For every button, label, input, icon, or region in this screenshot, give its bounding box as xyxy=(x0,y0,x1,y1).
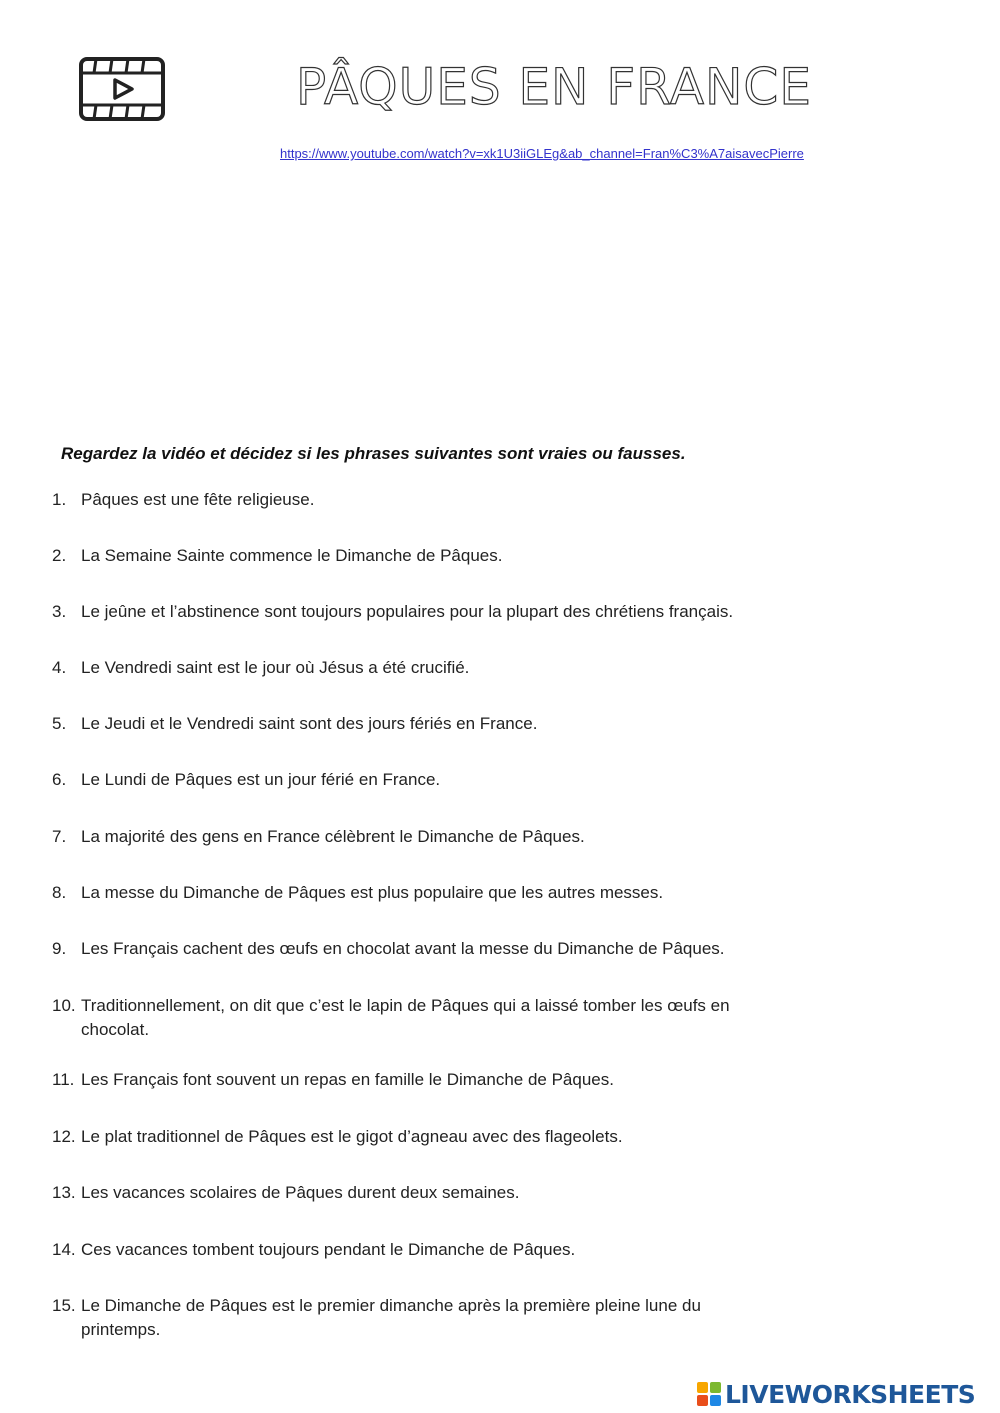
logo-square xyxy=(697,1395,708,1406)
page-title: PÂQUES EN FRANCE xyxy=(296,58,812,116)
question-text: Pâques est une fête religieuse. xyxy=(81,490,315,509)
question-item-8 xyxy=(52,881,812,905)
question-text: Ces vacances tombent toujours pendant le Dimanche de Pâques. xyxy=(81,1240,576,1259)
question-text: Les Français cachent des œufs en chocolat avant la messe du Dimanche de Pâques. xyxy=(81,939,725,958)
question-item-2 xyxy=(52,544,812,568)
video-play-icon xyxy=(78,56,166,122)
question-number: 11. xyxy=(52,1070,75,1089)
question-number: 9. xyxy=(52,939,67,958)
question-number: 14. xyxy=(52,1240,76,1259)
question-text: Le Jeudi et le Vendredi saint sont des jours fériés en France. xyxy=(81,714,538,733)
logo-text: LIVEWORKSHEETS xyxy=(725,1379,976,1409)
question-text: Le Lundi de Pâques est un jour férié en France. xyxy=(81,770,441,789)
instruction-text: Regardez la vidéo et décidez si les phrases suivantes sont vraies ou fausses. xyxy=(61,444,686,463)
logo-square xyxy=(710,1382,721,1393)
question-number: 13. xyxy=(52,1183,76,1202)
question-text: Le Vendredi saint est le jour où Jésus a été crucifié. xyxy=(81,658,470,677)
question-text: Les vacances scolaires de Pâques durent deux semaines. xyxy=(81,1183,520,1202)
question-item-1 xyxy=(52,488,812,512)
question-text: Les Français font souvent un repas en famille le Dimanche de Pâques. xyxy=(81,1070,614,1089)
question-item-14 xyxy=(52,1238,812,1262)
question-item-5 xyxy=(52,712,812,736)
question-text: La Semaine Sainte commence le Dimanche de Pâques. xyxy=(81,546,503,565)
question-number: 4. xyxy=(52,658,67,677)
question-item-11 xyxy=(52,1068,812,1092)
question-text: La messe du Dimanche de Pâques est plus populaire que les autres messes. xyxy=(81,883,664,902)
logo-square xyxy=(697,1382,708,1393)
question-number: 7. xyxy=(52,827,67,846)
question-number: 2. xyxy=(52,546,67,565)
question-item-6 xyxy=(52,768,812,792)
logo-grid-icon xyxy=(697,1382,721,1406)
video-link[interactable]: https://www.youtube.com/watch?v=xk1U3iiGLEg&ab_channel=Fran%C3%A7aisavecPierre xyxy=(280,146,804,161)
question-item-9 xyxy=(52,937,812,961)
question-text: Le Dimanche de Pâques est le premier dimanche après la première pleine lune du printemps. xyxy=(81,1296,701,1339)
logo-square xyxy=(710,1395,721,1406)
liveworksheets-logo xyxy=(697,1378,975,1410)
question-item-10 xyxy=(52,994,812,1042)
question-number: 10. xyxy=(52,996,76,1015)
question-text: La majorité des gens en France célèbrent le Dimanche de Pâques. xyxy=(81,827,585,846)
question-number: 6. xyxy=(52,770,67,789)
question-item-3 xyxy=(52,600,812,624)
question-text: Le plat traditionnel de Pâques est le gigot d’agneau avec des flageolets. xyxy=(81,1127,623,1146)
question-item-7 xyxy=(52,825,812,849)
question-number: 5. xyxy=(52,714,67,733)
question-number: 8. xyxy=(52,883,67,902)
question-list xyxy=(52,488,812,1342)
question-item-13 xyxy=(52,1181,812,1205)
question-text: Le jeûne et l’abstinence sont toujours populaires pour la plupart des chrétiens français. xyxy=(81,602,734,621)
question-number: 15. xyxy=(52,1296,76,1315)
question-item-12 xyxy=(52,1125,812,1149)
question-number: 12. xyxy=(52,1127,76,1146)
question-text: Traditionnellement, on dit que c’est le lapin de Pâques qui a laissé tomber les œufs en chocolat. xyxy=(81,996,730,1039)
question-number: 1. xyxy=(52,490,67,509)
question-item-4 xyxy=(52,656,812,680)
question-item-15 xyxy=(52,1294,812,1342)
question-number: 3. xyxy=(52,602,67,621)
